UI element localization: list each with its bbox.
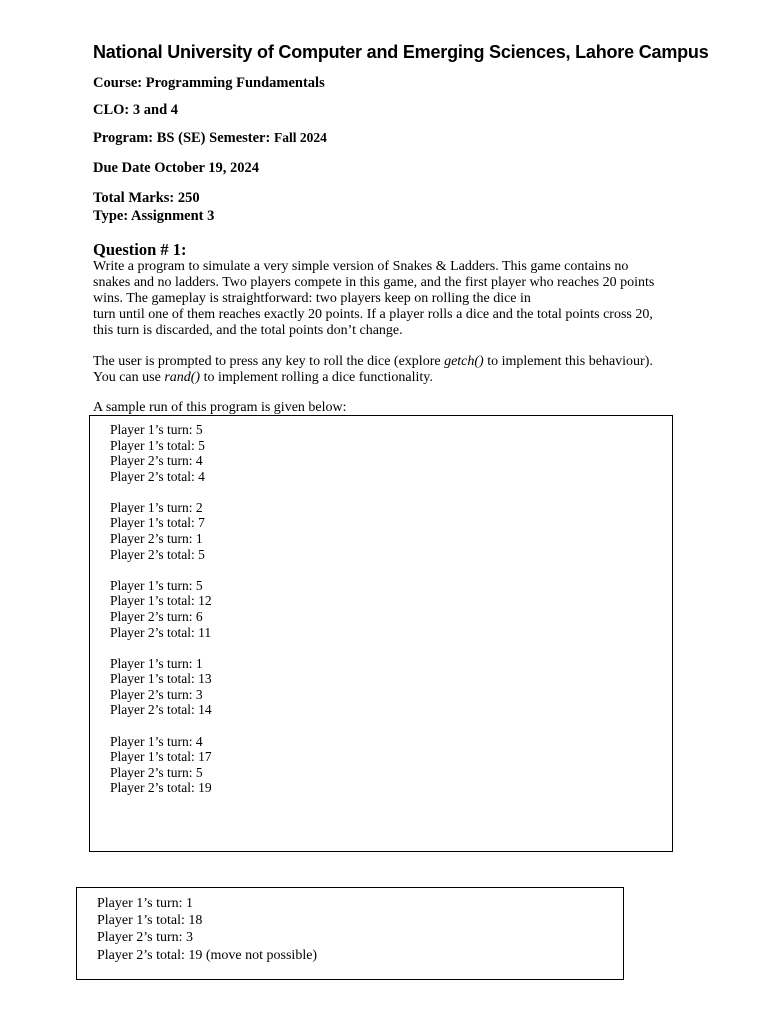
sample-line: Player 2’s turn: 4 xyxy=(110,453,203,469)
semester-value: Fall 2024 xyxy=(273,130,327,145)
instruction-text: You can use xyxy=(93,370,165,385)
sample-round xyxy=(110,656,672,718)
sample-line: Player 2’s turn: 3 xyxy=(97,930,194,946)
description-line: snakes and no ladders. Two players compete in this game, and the first player who reaches 20 points xyxy=(93,275,655,290)
description-line: Write a program to simulate a very simple version of Snakes & Ladders. This game contains no xyxy=(93,259,629,274)
sample-line: Player 1’s turn: 1 xyxy=(97,896,194,911)
sample-run-continued-box xyxy=(76,887,624,980)
sample-round xyxy=(110,500,672,562)
sample-round xyxy=(110,422,672,484)
instruction-text: The user is prompted to press any key to roll the dice (explore xyxy=(93,354,445,369)
assignment-type-line: Type: Assignment 3 xyxy=(93,208,215,224)
sample-line: Player 1’s turn: 1 xyxy=(110,655,203,671)
course-line: Course: Programming Fundamentals xyxy=(93,75,325,91)
rand-function: rand() xyxy=(164,370,201,385)
total-marks-line: Total Marks: 250 xyxy=(93,190,200,206)
sample-line: Player 2’s total: 4 xyxy=(110,468,205,484)
sample-round xyxy=(110,734,672,796)
instruction-text: to implement rolling a dice functionality. xyxy=(200,370,433,385)
sample-line: Player 1’s total: 7 xyxy=(110,515,205,531)
sample-line: Player 1’s total: 13 xyxy=(110,671,212,687)
sample-line: Player 2’s total: 19 (move not possible) xyxy=(97,947,318,963)
program-line xyxy=(93,130,327,147)
sample-line: Player 2’s turn: 3 xyxy=(110,686,203,702)
sample-line: Player 2’s turn: 1 xyxy=(110,531,203,547)
sample-line: Player 1’s total: 12 xyxy=(110,593,212,609)
sample-line: Player 2’s total: 11 xyxy=(110,624,212,640)
sample-line: Player 1’s total: 5 xyxy=(110,437,205,453)
sample-line: Player 2’s turn: 6 xyxy=(110,608,203,624)
description-line: wins. The gameplay is straightforward: two players keep on rolling the dice in xyxy=(93,291,531,306)
clo-line: CLO: 3 and 4 xyxy=(93,102,179,118)
sample-line: Player 1’s turn: 2 xyxy=(110,499,203,515)
instruction-text: to implement this behaviour). xyxy=(483,354,653,369)
due-date-line: Due Date October 19, 2024 xyxy=(93,160,260,176)
document-title: National University of Computer and Emerging Sciences, Lahore Campus xyxy=(93,42,709,62)
sample-line: Player 1’s turn: 4 xyxy=(110,733,203,749)
sample-line: Player 1’s total: 17 xyxy=(110,749,212,765)
sample-line: Player 2’s total: 14 xyxy=(110,702,212,718)
sample-line: Player 2’s total: 5 xyxy=(110,546,205,562)
description-line: turn until one of them reaches exactly 20 points. If a player rolls a dice and the total points cross 20, xyxy=(93,307,653,322)
question-description xyxy=(93,259,733,339)
sample-round xyxy=(110,578,672,640)
sample-run-label: A sample run of this program is given below: xyxy=(93,400,347,414)
question-instructions xyxy=(93,354,733,386)
sample-line: Player 2’s total: 19 xyxy=(110,780,212,796)
instruction-line-rand xyxy=(93,370,733,386)
sample-line: Player 1’s turn: 5 xyxy=(110,577,203,593)
instruction-line-getch xyxy=(93,354,733,370)
sample-line: Player 1’s total: 18 xyxy=(97,913,203,929)
description-line: this turn is discarded, and the total points don’t change. xyxy=(93,323,403,338)
question-heading: Question # 1: xyxy=(93,240,187,259)
sample-run-box xyxy=(89,415,673,852)
sample-line: Player 2’s turn: 5 xyxy=(110,764,203,780)
sample-line: Player 1’s turn: 5 xyxy=(110,422,203,437)
getch-function: getch() xyxy=(444,354,484,369)
program-label: Program: BS (SE) Semester: xyxy=(93,130,271,146)
